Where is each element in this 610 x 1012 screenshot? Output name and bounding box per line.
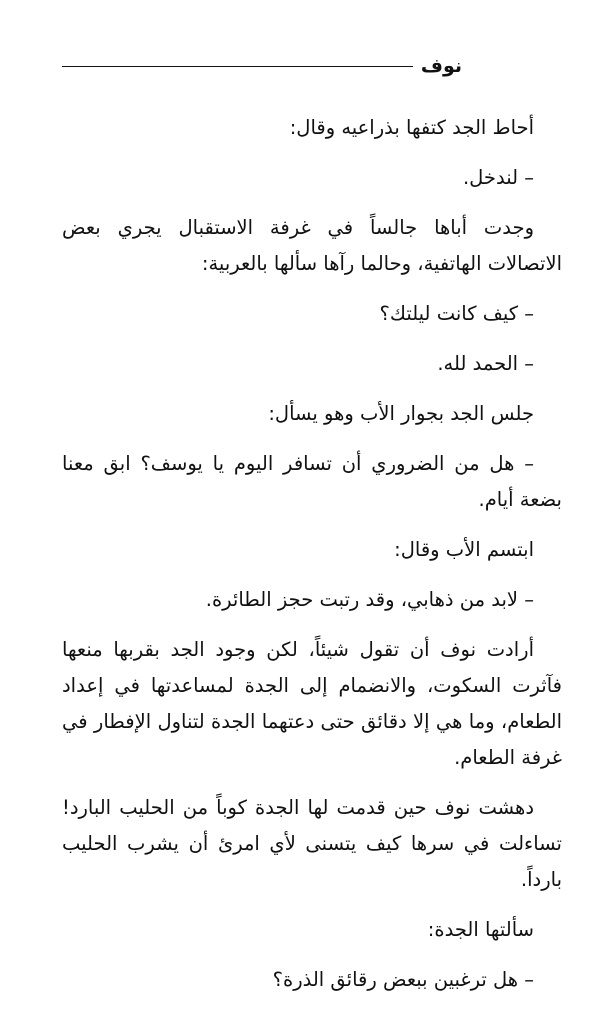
paragraph: وجدت أباها جالساً في غرفة الاستقبال يجري بعض الاتصالات الهاتفية، وحالما رآها سألها بالعربية: (62, 216, 562, 275)
dialog-line: – هل ترغبين ببعض رقائق الذرة؟ (272, 968, 534, 991)
dialog-line: – الحمد لله. (437, 352, 534, 375)
paragraph: سألتها الجدة: (427, 918, 534, 941)
paragraph: دهشت نوف حين قدمت لها الجدة كوباً من الحليب البارد! تساءلت في سرها كيف يتسنى لأي امرئ أن يشرب الحليب بارداً. (62, 796, 562, 891)
paragraph: ابتسم الأب وقال: (394, 538, 534, 561)
paragraph: أحاط الجد كتفها بذراعيه وقال: (289, 116, 534, 139)
paragraph: أرادت نوف أن تقول شيئاً، لكن وجود الجد بقربها منعها فآثرت السكوت، والانضمام إلى الجدة لمساعدتها في إعداد الطعام، وما هي إلا دقائق حتى دعتهما الجدة لتناول الإفطار في غرفة الطعام. (62, 638, 562, 769)
header-rule (62, 66, 413, 67)
dialog-line: – كيف كانت ليلتك؟ (379, 302, 534, 325)
dialog-line: – هل من الضروري أن تسافر اليوم يا يوسف؟ ابق معنا بضعة أيام. (62, 452, 562, 511)
running-header (62, 52, 462, 80)
running-header-title: نوف (420, 55, 462, 77)
dialog-line: – لندخل. (462, 166, 534, 189)
page-body (62, 110, 562, 1012)
paragraph: جلس الجد بجوار الأب وهو يسأل: (268, 402, 534, 425)
dialog-line: – لابد من ذهابي، وقد رتبت حجز الطائرة. (205, 588, 534, 611)
